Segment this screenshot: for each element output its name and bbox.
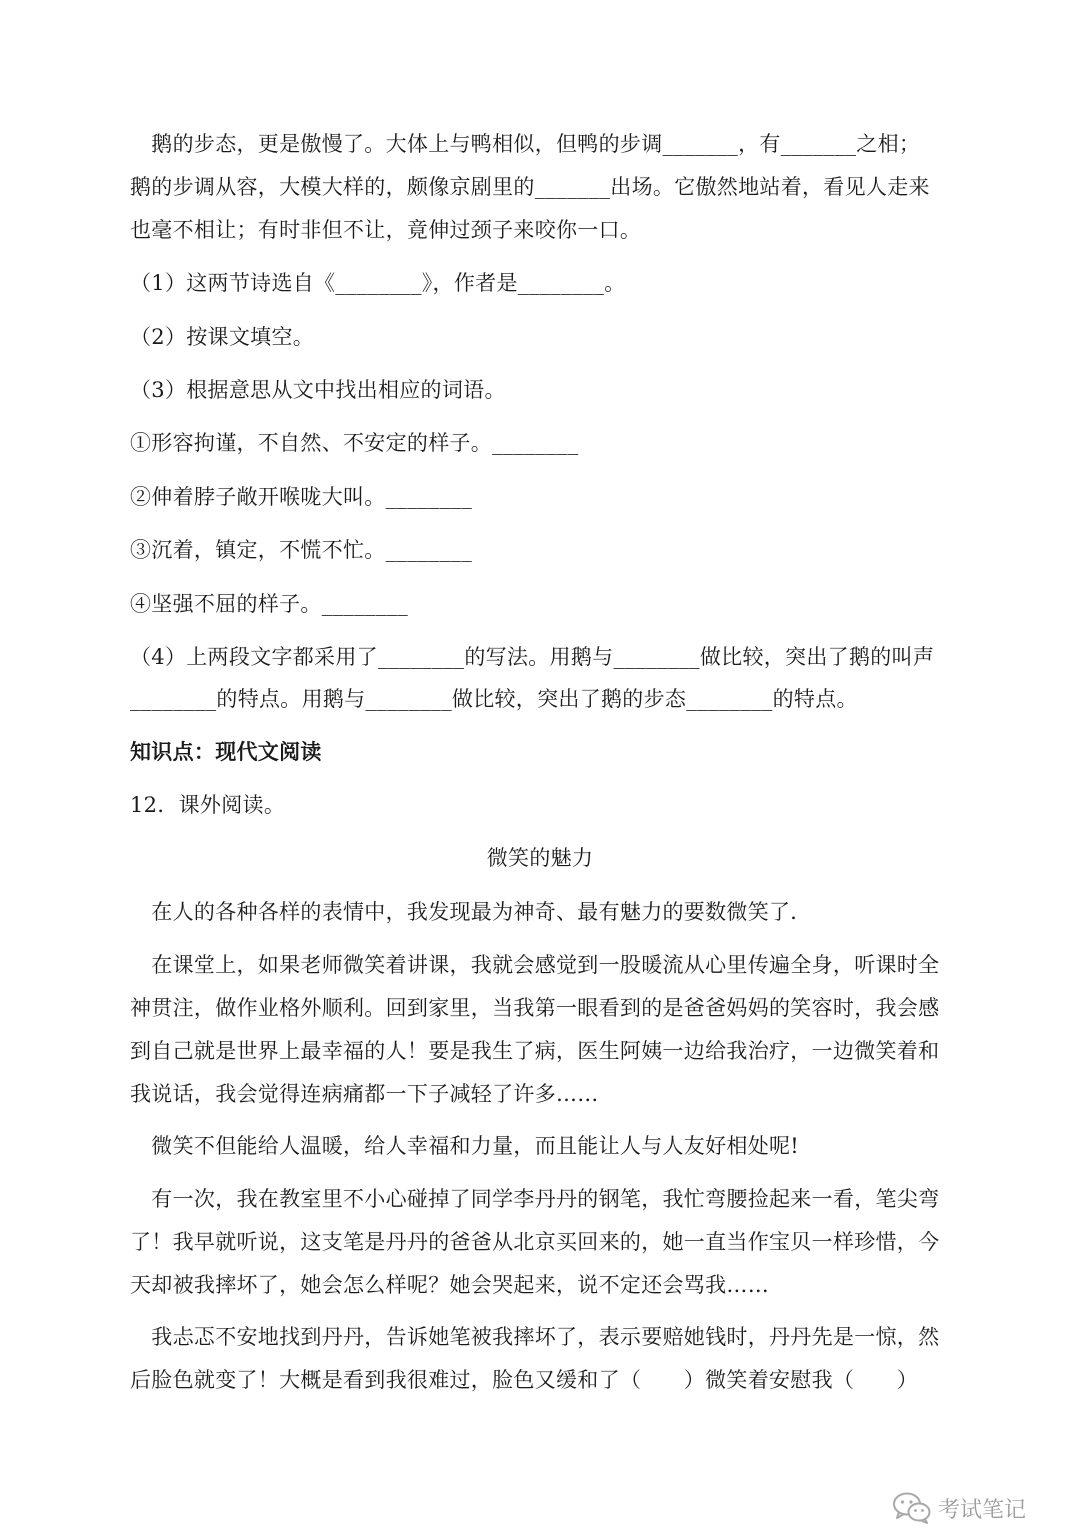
article-paragraph-1: 在人的各种各样的表情中，我发现最为神奇、最有魅力的要数微笑了． [130, 900, 812, 924]
knowledge-point: 知识点：现代文阅读 [130, 739, 322, 764]
article-paragraph-4-line-1: 有一次，我在教室里不小心碰掉了同学李丹丹的钢笔，我忙弯腰捡起来一看，笔尖弯 [130, 1187, 940, 1211]
watermark [892, 1488, 1026, 1528]
article-paragraph-2-line-4: 我说话，我会觉得连病痛都一下子减轻了许多…… [130, 1082, 599, 1106]
article-paragraph-5-line-1: 我忐忑不安地找到丹丹，告诉她笔被我摔坏了，表示要赔她钱时，丹丹先是一惊，然 [130, 1325, 940, 1349]
article-paragraph-4-line-3: 天却被我摔坏了，她会怎么样呢？她会哭起来，说不定还会骂我…… [130, 1273, 769, 1297]
sub-question-1: ①形容拘谨，不自然、不安定的样子。________ [130, 431, 579, 455]
article-paragraph-4-line-2: 了！我早就听说，这支笔是丹丹的爸爸从北京买回来的，她一直当作宝贝一样珍惜，今 [130, 1230, 940, 1254]
article-paragraph-5-line-2: 后脸色就变了！大概是看到我很难过，脸色又缓和了（ ）微笑着安慰我（ ） [130, 1368, 919, 1392]
article-paragraph-2-line-2: 神贯注，做作业格外顺利。回到家里，当我第一眼看到的是爸爸妈妈的笑容时，我会感 [130, 996, 940, 1020]
passage-line-3: 也毫不相让；有时非但不让，竟伸过颈子来咬你一口。 [130, 218, 642, 242]
article-paragraph-2-line-1: 在课堂上，如果老师微笑着讲课，我就会感觉到一股暖流从心里传遍全身，听课时全 [130, 953, 940, 977]
question-2: （2）按课文填空。 [130, 325, 315, 349]
question-4-line-2: ________的特点。用鹅与________做比较，突出了鹅的步态________的特点。 [130, 687, 858, 711]
wechat-icon [892, 1491, 932, 1525]
question-12-heading: 12．课外阅读。 [130, 793, 286, 817]
question-4-line-1: （4）上两段文字都采用了________的写法。用鹅与________做比较，突出了鹅的叫声 [130, 645, 935, 669]
passage-line-2: 鹅的步调从容，大模大样的，颇像京剧里的_______出场。它傲然地站着，看见人走来 [130, 175, 930, 199]
sub-question-3: ③沉着，镇定，不慌不忙。________ [130, 538, 472, 562]
question-3: （3）根据意思从文中找出相应的词语。 [130, 378, 506, 402]
article-paragraph-3: 微笑不但能给人温暖，给人幸福和力量，而且能让人与人友好相处呢! [130, 1134, 800, 1158]
passage-line-1: 鹅的步态，更是傲慢了。大体上与鸭相似，但鸭的步调_______，有_______之相； [130, 132, 921, 156]
sub-question-4: ④坚强不屈的样子。________ [130, 592, 409, 616]
article-title: 微笑的魅力 [486, 846, 594, 870]
question-1: （1）这两节诗选自《________》，作者是________。 [130, 271, 626, 295]
watermark-text: 考试笔记 [938, 1497, 1027, 1523]
sub-question-2: ②伸着脖子敞开喉咙大叫。________ [130, 485, 472, 509]
article-paragraph-2-line-3: 到自己就是世界上最幸福的人！要是我生了病，医生阿姨一边给我治疗，一边微笑着和 [130, 1039, 940, 1063]
